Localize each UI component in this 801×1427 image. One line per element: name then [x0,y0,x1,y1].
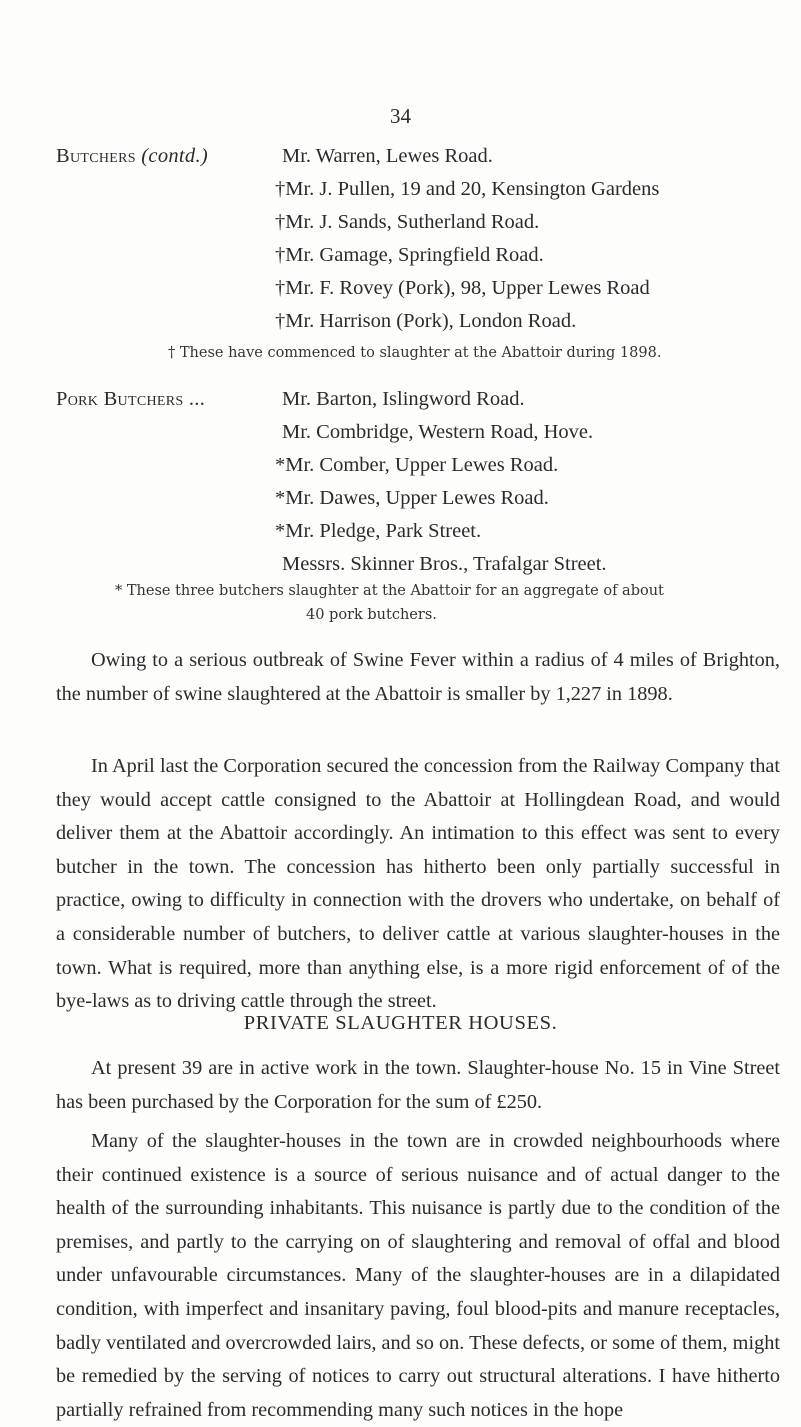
section-label-butchers [56,140,208,173]
paragraph-swine-fever: Owing to a serious outbreak of Swine Fever within a radius of 4 miles of Brighton, the number of swine slaughtered at the Abattoir is smaller by 1,227 in 1898. [56,649,780,705]
footnote-asterisk-line-2: 40 pork butchers. [306,607,437,623]
list-item [56,272,786,305]
butcher-entry: †Mr. J. Pullen, 19 and 20, Kensington Gardens [275,178,660,200]
page-number: 34 [390,104,411,128]
list-item [56,239,786,272]
pork-butcher-entry: Mr. Combridge, Western Road, Hove. [282,421,594,443]
list-item [56,548,786,581]
pork-butcher-entry: Messrs. Skinner Bros., Trafalgar Street. [282,553,607,575]
butcher-entry: †Mr. F. Rovey (Pork), 98, Upper Lewes Road [275,277,650,299]
butcher-entry: †Mr. Harrison (Pork), London Road. [275,310,577,332]
pork-butcher-entry: Mr. Barton, Islingword Road. [282,388,525,410]
pork-butchers-list [56,383,786,581]
butcher-entry: †Mr. Gamage, Springfield Road. [275,244,544,266]
section-label-pork-butchers: Pork Butchers ... [56,388,206,410]
list-item [56,305,786,338]
list-item [56,206,786,239]
footnote-asterisk-line-1: * These three butchers slaughter at the Abattoir for an aggregate of about [115,583,664,599]
pork-butcher-entry: *Mr. Dawes, Upper Lewes Road. [275,487,549,509]
list-item [56,416,786,449]
butchers-list [56,140,786,338]
list-item [56,173,786,206]
paragraph-railway-concession: In April last the Corporation secured the concession from the Railway Company that they would accept cattle consigned to the Abattoir at Hollingdean Road, and would deliver them at the Abattoir accordingly. An intimation to this effect was sent to every butcher in the town. The concession has hitherto been only partially successful in practice, owing to difficulty in connection with the drovers who undertake, on behalf of a considerable number of butchers, to deliver cattle at various slaughter-houses in the town. What is required, more than anything else, is a more rigid enforcement of of the bye-laws as to driving cattle through the street. [56,755,780,1013]
list-item [56,482,786,515]
list-item [56,449,786,482]
footnote-dagger: † These have commenced to slaughter at the Abattoir during 1898. [168,345,662,361]
list-item [56,383,786,416]
section-heading-private-slaughter-houses: PRIVATE SLAUGHTER HOUSES. [243,1012,558,1034]
butcher-entry: †Mr. J. Sands, Sutherland Road. [275,211,540,233]
list-item [56,140,786,173]
paragraph-nuisance: Many of the slaughter-houses in the town are in crowded neighbourhoods where their continued existence is a source of serious nuisance and of actual danger to the health of the surrounding inhabitants. This nuisance is partly due to the condition of the premises, and partly to the carrying on of slaughtering and removal of offal and blood under unfavourable circumstances. Many of the slaughter-houses are in a dilapidated condition, with imperfect and insanitary paving, foul blood-pits and manure receptacles, badly ventilated and overcrowded lairs, and so on. These defects, or some of them, might be remedied by the serving of notices to carry out structural alterations. I have hitherto partially refrained from recommending many such notices in the hope [56,1130,780,1421]
butcher-entry: Mr. Warren, Lewes Road. [282,145,493,167]
contd-label: (contd.) [141,145,209,167]
pork-butcher-entry: *Mr. Comber, Upper Lewes Road. [275,454,559,476]
paragraph-active-slaughter-houses: At present 39 are in active work in the town. Slaughter-house No. 15 in Vine Street has been purchased by the Corporation for the sum of £250. [56,1057,780,1113]
list-item [56,515,786,548]
pork-butcher-entry: *Mr. Pledge, Park Street. [275,520,482,542]
butchers-label-text: Butchers [56,145,136,167]
